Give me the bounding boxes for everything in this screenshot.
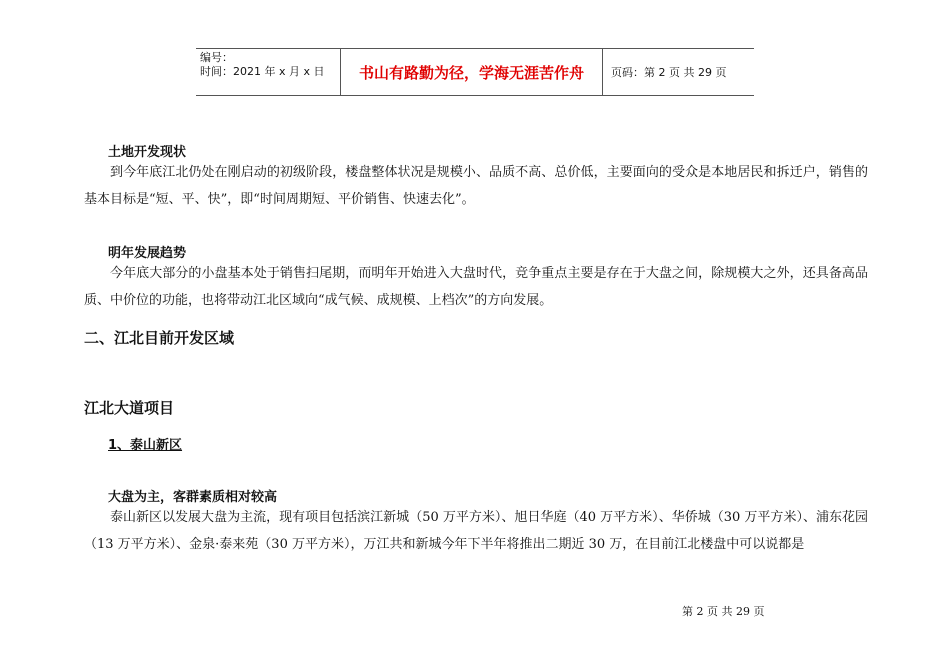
avenue-projects-heading: 江北大道项目: [84, 399, 175, 417]
header-info-cell: [196, 49, 341, 95]
page-header: [196, 48, 754, 96]
footer-page-number: 第 2 页 共 29 页: [682, 605, 765, 618]
big-projects-heading: 大盘为主，客群素质相对较高: [108, 490, 278, 505]
header-motto: 书山有路勤为径，学海无涯苦作舟: [341, 49, 603, 95]
section-2-heading: 二、江北目前开发区域: [84, 329, 235, 347]
trend-paragraph: 今年底大部分的小盘基本处于销售扫尾期，而明年开始进入大盘时代，竞争重点主要是存在于大盘之间，除规模大之外，还具备高品质、中价位的功能，也将带动江北区域向“成气候、成规模、上档次”的方向发展。: [84, 266, 868, 308]
number-label: 编号：: [200, 51, 233, 64]
land-status-heading: 土地开发现状: [108, 145, 187, 160]
trend-heading: 明年发展趋势: [108, 246, 187, 261]
header-page-number: 页码：第 2 页 共 29 页: [611, 66, 727, 79]
big-projects-paragraph: 泰山新区以发展大盘为主流，现有项目包括滨江新城（50 万平方米）、旭日华庭（40 万平方米）、华侨城（30 万平方米）、浦东花园（13 万平方米）、金泉·泰来苑（30 万平方米），万江共和新城今年下半年将推出二期近 30 万，在目前江北楼盘中可以说都是: [84, 510, 868, 552]
date-label: 时间：2021 年 x 月 x 日: [200, 65, 325, 78]
land-status-paragraph: 到今年底江北仍处在刚启动的初级阶段，楼盘整体状况是规模小、品质不高、总价低，主要面向的受众是本地居民和拆迁户，销售的基本目标是“短、平、快”，即“时间周期短、平价销售、快速去化”。: [84, 165, 868, 207]
taishan-heading: 1、泰山新区: [108, 438, 183, 453]
